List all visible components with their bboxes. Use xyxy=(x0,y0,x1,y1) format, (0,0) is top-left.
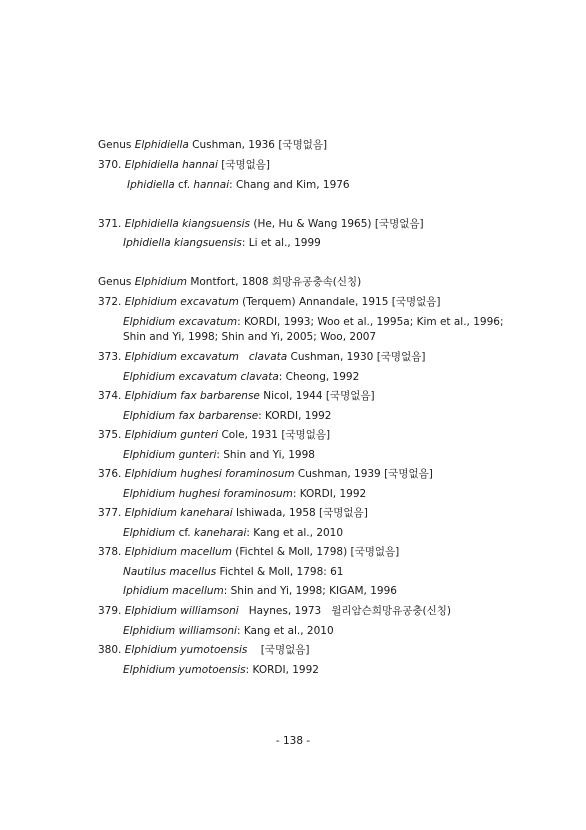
species-name: Elphidium fax barbarense xyxy=(124,390,260,402)
synonym-name: Elphidium xyxy=(123,527,176,539)
species-author: Cushman, 1939 [국명없음] xyxy=(294,468,433,480)
synonym-379 xyxy=(123,625,334,638)
entry-number: 375. xyxy=(98,429,125,441)
synonym-374 xyxy=(123,410,331,423)
species-entry-370 xyxy=(98,159,270,172)
synonym-372 xyxy=(123,316,504,329)
species-author: Haynes, 1973 윌리암슨희망유공충(신칭) xyxy=(238,605,452,617)
synonym-name: Elphidium yumotoensis xyxy=(123,664,246,676)
synonym-name: Elphidium excavatum xyxy=(123,316,238,328)
species-entry-379 xyxy=(98,605,451,618)
synonym-ref: : Chang and Kim, 1976 xyxy=(229,179,350,191)
synonym-ref: : Shin and Yi, 1998 xyxy=(216,449,315,461)
synonym-name: Elphidium gunteri xyxy=(123,449,217,461)
synonym-ref: : KORDI, 1992 xyxy=(245,664,319,676)
genus-heading-elphidiella xyxy=(98,139,327,152)
species-name: Elphidium macellum xyxy=(124,546,232,558)
entry-number: 380. xyxy=(98,644,125,656)
species-author: Nicol, 1944 [국명없음] xyxy=(259,390,375,402)
synonym-370 xyxy=(127,179,350,192)
synonym-name: Iphidiella kiangsuensis xyxy=(123,237,242,249)
synonym-373 xyxy=(123,371,359,384)
species-entry-374 xyxy=(98,390,375,403)
entry-number: 374. xyxy=(98,390,125,402)
species-author: Ishiwada, 1958 [국명없음] xyxy=(232,507,368,519)
species-author: (He, Hu & Wang 1965) [국명없음] xyxy=(250,218,424,230)
synonym-ref: : KORDI, 1992 xyxy=(292,488,367,500)
genus-author: Montfort, 1808 희망유공충속(신칭) xyxy=(186,276,362,288)
synonym-377 xyxy=(123,527,343,540)
entry-number: 376. xyxy=(98,468,125,480)
entry-number: 379. xyxy=(98,605,125,617)
species-entry-371 xyxy=(98,218,424,231)
entry-number: 377. xyxy=(98,507,125,519)
species-entry-380 xyxy=(98,644,309,657)
species-entry-376 xyxy=(98,468,433,481)
synonym-mid: cf. xyxy=(175,527,194,539)
synonym-name: Elphidium excavatum clavata xyxy=(123,371,279,383)
species-entry-375 xyxy=(98,429,330,442)
species-author: (Fichtel & Moll, 1798) [국명없음] xyxy=(231,546,400,558)
synonym-ref: : Cheong, 1992 xyxy=(278,371,360,383)
species-name: Elphidium excavatum xyxy=(124,296,239,308)
species-name: Elphidium hughesi foraminosum xyxy=(124,468,295,480)
species-entry-378 xyxy=(98,546,399,559)
entry-number: 372. xyxy=(98,296,125,308)
synonym-name-2: hannai xyxy=(193,179,230,191)
synonym-ref: : Kang et al., 2010 xyxy=(246,527,344,539)
species-name: Elphidium yumotoensis xyxy=(124,644,248,656)
synonym-name: Elphidium williamsoni xyxy=(123,625,237,637)
entry-number: 371. xyxy=(98,218,125,230)
synonym-ref-continued: Shin and Yi, 1998; Shin and Yi, 2005; Woo, 2007 xyxy=(123,331,377,343)
synonym-ref: : Shin and Yi, 1998; KIGAM, 1996 xyxy=(223,585,397,597)
species-entry-377 xyxy=(98,507,368,520)
synonym-name-2: kaneharai xyxy=(193,527,247,539)
synonym-ref: : KORDI, 1992 xyxy=(258,410,332,422)
species-entry-373 xyxy=(98,351,425,364)
entry-number: 373. xyxy=(98,351,125,363)
genus-name: Elphidium xyxy=(134,276,187,288)
genus-label: Genus xyxy=(98,139,135,151)
synonym-371 xyxy=(123,237,321,250)
species-author: [국명없음] xyxy=(247,644,310,656)
synonym-375 xyxy=(123,449,315,462)
entry-number: 370. xyxy=(98,159,125,171)
synonym-name: Nautilus macellus xyxy=(123,566,217,578)
synonym-380 xyxy=(123,664,319,677)
genus-name: Elphidiella xyxy=(134,139,189,151)
synonym-name: Elphidium fax barbarense xyxy=(123,410,259,422)
species-entry-372 xyxy=(98,296,441,309)
species-name: Elphidium excavatum clavata xyxy=(124,351,288,363)
species-name: Elphidiella kiangsuensis xyxy=(124,218,251,230)
synonym-ref: : Li et al., 1999 xyxy=(241,237,321,249)
entry-number: 378. xyxy=(98,546,125,558)
genus-author: Cushman, 1936 [국명없음] xyxy=(188,139,328,151)
page-number: - 138 - xyxy=(275,735,311,747)
synonym-372-continued xyxy=(123,331,376,344)
species-name: Elphidiella hannai xyxy=(124,159,218,171)
synonym-ref: Fichtel & Moll, 1798: 61 xyxy=(216,566,344,578)
synonym-mid: cf. xyxy=(174,179,194,191)
synonym-name: Iphidium macellum xyxy=(123,585,224,597)
species-name: Elphidium williamsoni xyxy=(124,605,239,617)
genus-label: Genus xyxy=(98,276,135,288)
synonym-name: Iphidiella xyxy=(127,179,175,191)
species-author: Cole, 1931 [국명없음] xyxy=(218,429,331,441)
synonym-ref: : KORDI, 1993; Woo et al., 1995a; Kim et al., 1996; xyxy=(237,316,504,328)
synonym-ref: : Kang et al., 2010 xyxy=(236,625,334,637)
synonym-376 xyxy=(123,488,366,501)
species-name: Elphidium kaneharai xyxy=(124,507,233,519)
synonym-378-b xyxy=(123,585,397,598)
species-author: [국명없음] xyxy=(217,159,271,171)
species-author: (Terquem) Annandale, 1915 [국명없음] xyxy=(238,296,441,308)
species-name: Elphidium gunteri xyxy=(124,429,219,441)
synonym-name: Elphidium hughesi foraminosum xyxy=(123,488,293,500)
species-author: Cushman, 1930 [국명없음] xyxy=(287,351,426,363)
synonym-378-a xyxy=(123,566,344,579)
genus-heading-elphidium xyxy=(98,276,361,289)
